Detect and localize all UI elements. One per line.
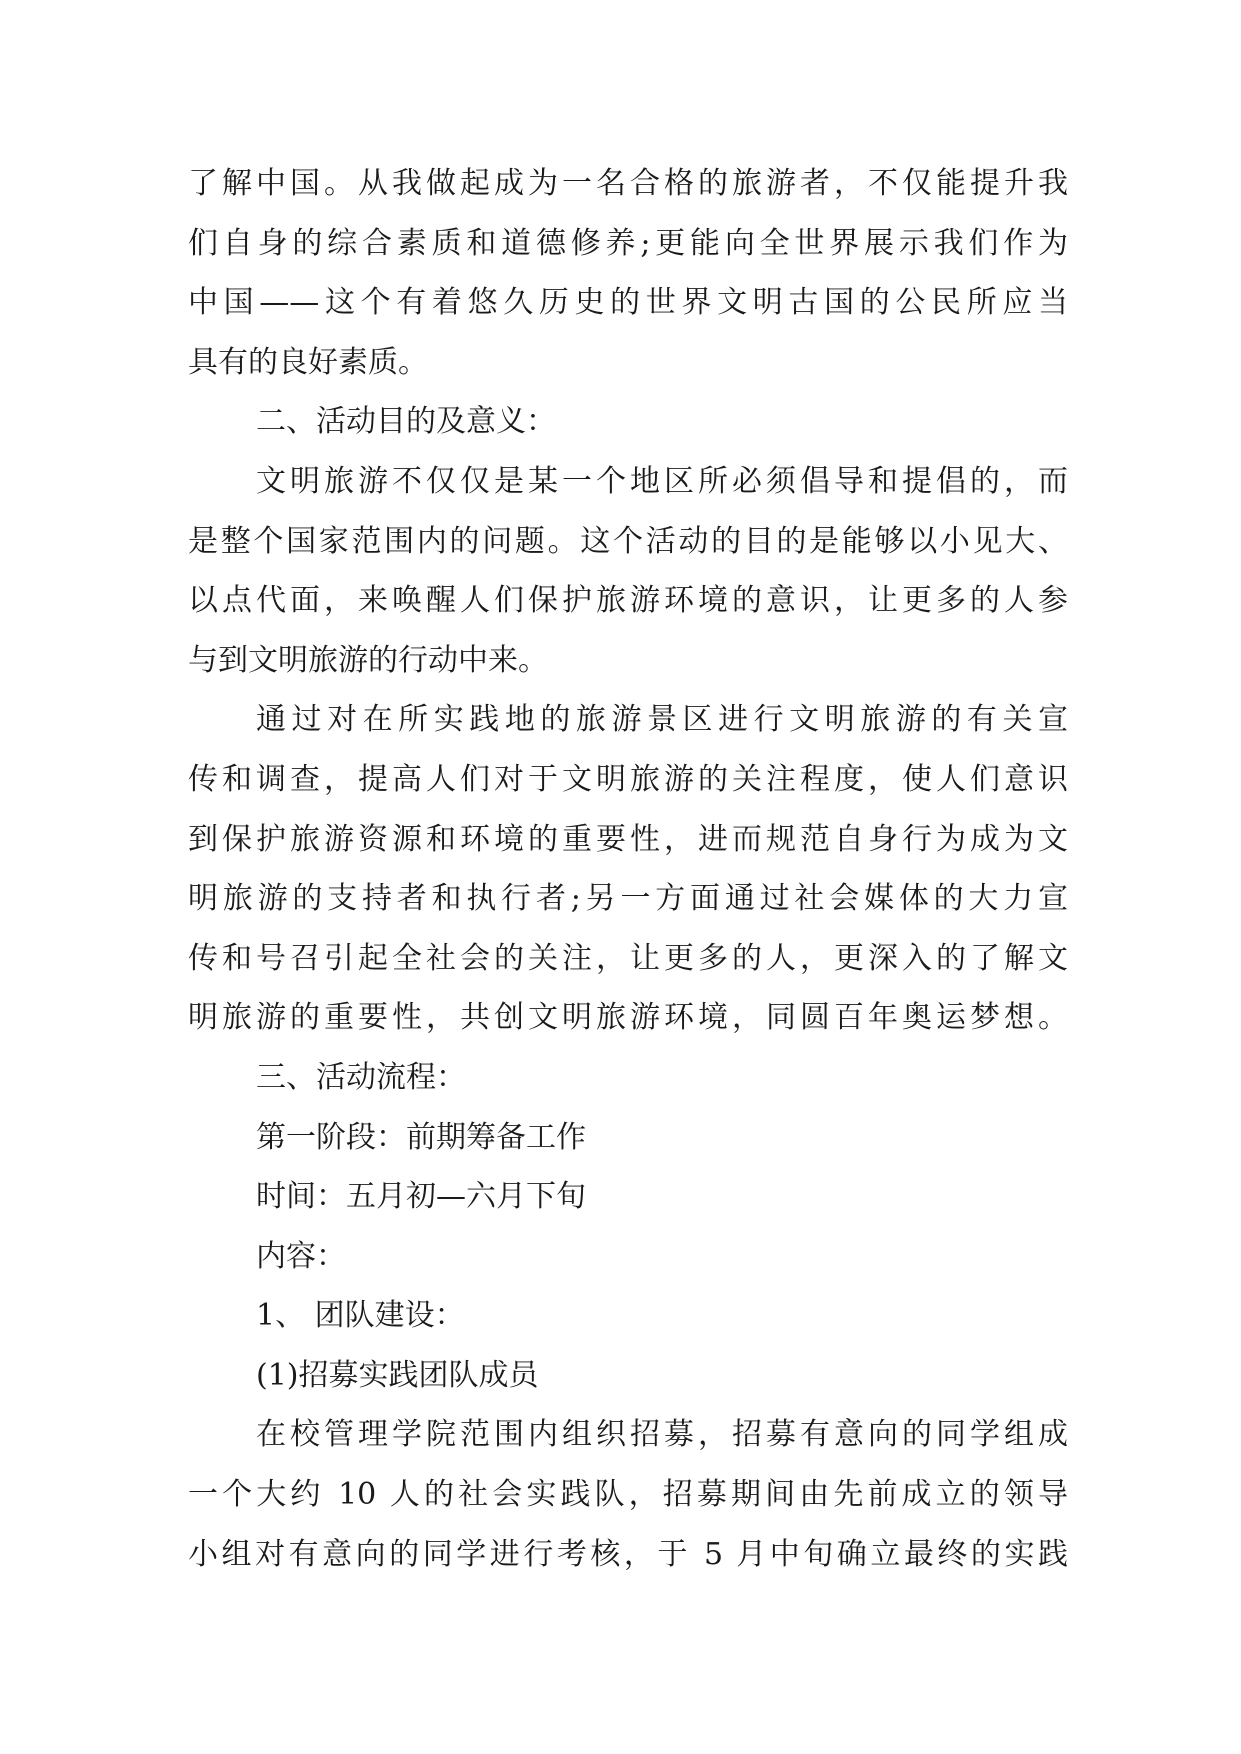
time-line: 时间：五月初—六月下旬	[256, 1179, 586, 1215]
stage-heading: 第一阶段：前期筹备工作	[256, 1119, 586, 1155]
text-line: 中国——这个有着悠久历史的世界文明古国的公民所应当	[188, 285, 1068, 321]
text-line: 小组对有意向的同学进行考核，于 5 月中旬确立最终的实践	[188, 1536, 1068, 1572]
text-line: 在校管理学院范围内组织招募，招募有意向的同学组成	[256, 1417, 1068, 1453]
text-line: 们自身的综合素质和道德修养;更能向全世界展示我们作为	[188, 225, 1068, 261]
sub-item-recruit: (1)招募实践团队成员	[256, 1357, 539, 1393]
text-line: 传和号召引起全社会的关注，让更多的人，更深入的了解文	[188, 940, 1068, 976]
text-line: 传和调查，提高人们对于文明旅游的关注程度，使人们意识	[188, 761, 1068, 797]
text-line: 通过对在所实践地的旅游景区进行文明旅游的有关宣	[256, 702, 1068, 738]
text-line: 以点代面，来唤醒人们保护旅游环境的意识，让更多的人参	[188, 583, 1068, 619]
text-line: 一个大约 10 人的社会实践队，招募期间由先前成立的领导	[188, 1477, 1068, 1513]
section-heading-process: 三、活动流程：	[256, 1059, 466, 1095]
content-label: 内容：	[256, 1238, 346, 1274]
section-heading-purpose: 二、活动目的及意义：	[256, 404, 556, 440]
list-item-team-building: 1、 团队建设：	[256, 1298, 465, 1334]
document-body	[188, 154, 1068, 1584]
text-line: 到保护旅游资源和环境的重要性，进而规范自身行为成为文	[188, 821, 1068, 857]
text-line: 了解中国。从我做起成为一名合格的旅游者，不仅能提升我	[188, 166, 1068, 201]
text-line: 具有的良好素质。	[188, 344, 428, 380]
text-line: 是整个国家范围内的问题。这个活动的目的是能够以小见大、	[188, 523, 1068, 559]
text-line: 明旅游的重要性，共创文明旅游环境，同圆百年奥运梦想。	[188, 1000, 1068, 1036]
text-line: 与到文明旅游的行动中来。	[188, 642, 548, 678]
text-line: 文明旅游不仅仅是某一个地区所必须倡导和提倡的，而	[256, 463, 1068, 499]
text-line: 明旅游的支持者和执行者;另一方面通过社会媒体的大力宣	[188, 881, 1068, 917]
